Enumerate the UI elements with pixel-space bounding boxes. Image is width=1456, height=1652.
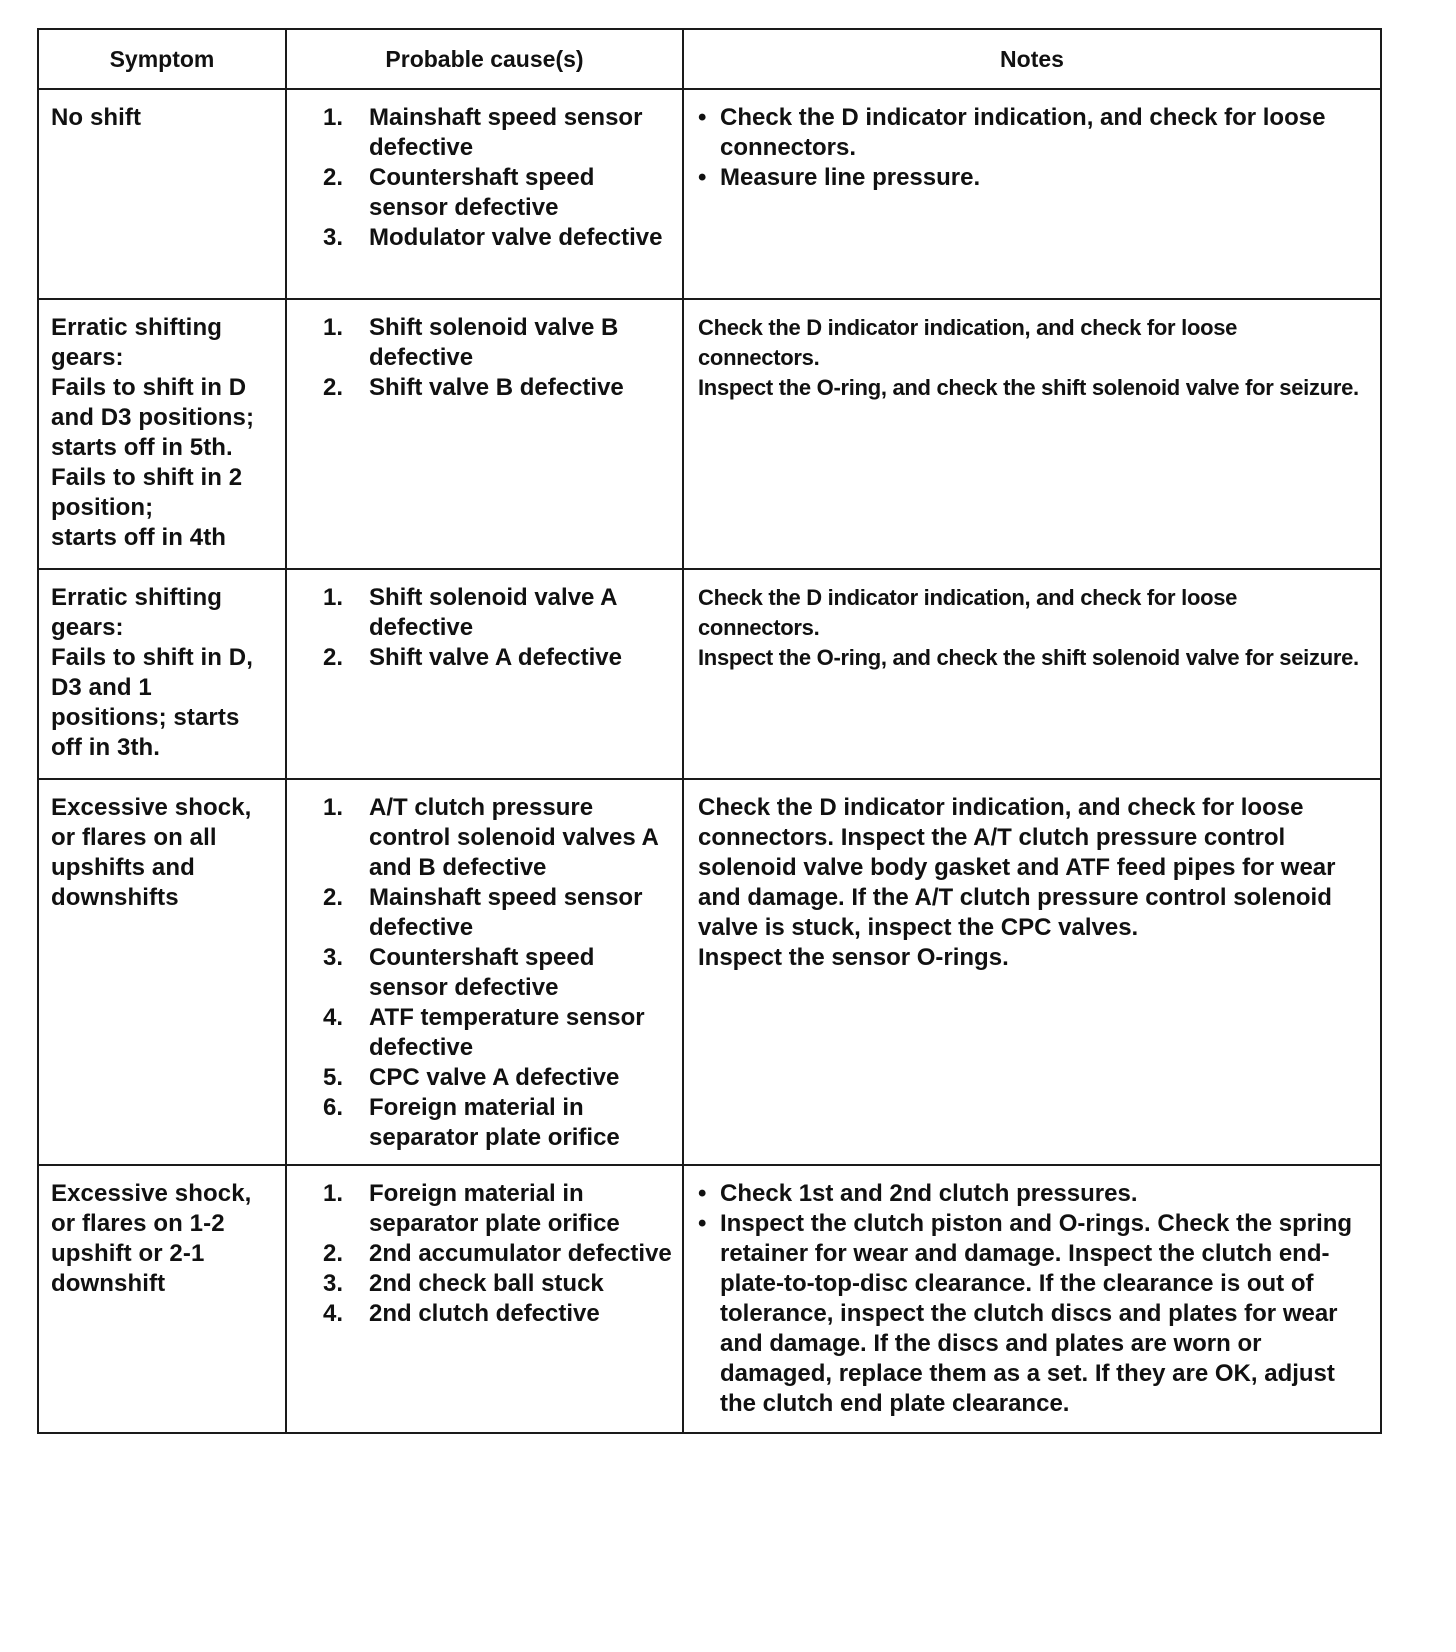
cause-number: 2. [323,884,344,911]
cause-item [323,1239,672,1269]
notes-bullet-list [698,103,1362,193]
notes-bullet-item [698,1209,1362,1419]
cause-item [323,313,672,373]
table-header-row [38,29,1381,89]
cause-list [287,300,682,413]
cause-text: Modulator valve defective [369,224,663,251]
notes-bullet-list [698,1179,1362,1419]
cause-text: Foreign material in separator plate orifice [369,1094,620,1151]
cause-number: 1. [323,1180,344,1207]
cause-number: 6. [323,1094,344,1121]
cause-item [323,1269,672,1299]
symptom-cell [38,299,286,569]
symptom-line: Fails to shift in D and D3 positions; starts off in 5th. [51,374,255,461]
note-line: Check the D indicator indication, and check for loose connectors. Inspect the A/T clutch pressure control solenoid valve body gasket and ATF feed pipes for wear and damage. If the A/T clutch pressure control solenoid valve is stuck, inspect the CPC valves. [698,794,1336,941]
cause-item [323,163,672,223]
symptom-cell [38,89,286,299]
cause-text: 2nd check ball stuck [369,1270,604,1297]
cause-text: Shift solenoid valve B defective [369,314,619,371]
table-row [38,89,1381,299]
cause-item [323,883,672,943]
cause-text: Countershaft speed sensor defective [369,944,595,1001]
header-notes: Notes [683,29,1381,89]
notes-bullet-item [698,1179,1362,1209]
causes-cell [286,89,683,299]
notes-cell [683,569,1381,779]
notes-cell [683,299,1381,569]
note-text: Measure line pressure. [720,164,981,191]
troubleshooting-table [37,28,1382,1434]
cause-text: Foreign material in separator plate orifice [369,1180,620,1237]
cause-item [323,223,672,253]
table-row [38,1165,1381,1433]
note-line: Inspect the sensor O-rings. [698,944,1009,971]
symptom-line: Fails to shift in D, D3 and 1 positions; starts off in 3th. [51,644,254,761]
note-text: Check the D indicator indication, and check for loose connectors. [720,104,1326,161]
symptom-line: No shift [51,104,142,131]
note-text: Inspect the clutch piston and O-rings. Check the spring retainer for wear and damage. Inspect the clutch end-plate-to-top-disc clearance. If the clearance is out of tolerance, inspect the clutch discs and plates for wear and damage. If the discs and plates are worn or damaged, replace them as a set. If they are OK, adjust the clutch end plate clearance. [720,1210,1353,1417]
header-probable-causes: Probable cause(s) [286,29,683,89]
notes-cell [683,779,1381,1165]
cause-number: 2. [323,1240,344,1267]
note-text: Check 1st and 2nd clutch pressures. [720,1180,1138,1207]
bullet-icon: • [698,1210,707,1237]
symptom-line: Erratic shifting gears: [51,314,222,371]
notes-bullet-item [698,103,1362,163]
cause-number: 3. [323,1270,344,1297]
bullet-icon: • [698,164,707,191]
header-symptom: Symptom [38,29,286,89]
cause-list [287,90,682,263]
cause-item [323,583,672,643]
cause-number: 2. [323,374,344,401]
notes-cell [683,89,1381,299]
cause-item [323,103,672,163]
cause-text: Countershaft speed sensor defective [369,164,595,221]
cause-item [323,643,672,673]
causes-cell [286,1165,683,1433]
cause-text: Shift valve A defective [369,644,622,671]
cause-number: 1. [323,314,344,341]
cause-number: 3. [323,944,344,971]
symptom-line: starts off in 4th [51,524,227,551]
cause-number: 1. [323,584,344,611]
cause-number: 1. [323,794,344,821]
cause-item [323,1299,672,1329]
cause-list [287,1166,682,1339]
cause-number: 4. [323,1300,344,1327]
note-line: Check the D indicator indication, and check for loose connectors. [698,585,1238,640]
cause-list [287,780,682,1163]
note-line: Inspect the O-ring, and check the shift solenoid valve for seizure. [698,645,1359,670]
symptom-line: Erratic shifting gears: [51,584,222,641]
table-row [38,779,1381,1165]
bullet-icon: • [698,1180,707,1207]
note-line: Check the D indicator indication, and check for loose connectors. [698,315,1238,370]
symptom-cell [38,569,286,779]
symptom-cell [38,1165,286,1433]
cause-item [323,1179,672,1239]
cause-text: Mainshaft speed sensor defective [369,884,643,941]
cause-text: 2nd accumulator defective [369,1240,672,1267]
causes-cell [286,779,683,1165]
cause-text: CPC valve A defective [369,1064,620,1091]
symptom-cell [38,779,286,1165]
cause-number: 2. [323,644,344,671]
table-row [38,299,1381,569]
cause-number: 1. [323,104,344,131]
note-line: Inspect the O-ring, and check the shift solenoid valve for seizure. [698,375,1359,400]
notes-bullet-item [698,163,1362,193]
causes-cell [286,299,683,569]
cause-text: A/T clutch pressure control solenoid valves A and B defective [369,794,658,881]
cause-text: Shift valve B defective [369,374,624,401]
cause-item [323,1063,672,1093]
table-row [38,569,1381,779]
symptom-line: Excessive shock, or flares on 1-2 upshift or 2-1 downshift [51,1180,252,1297]
symptom-line: Excessive shock, or flares on all upshifts and downshifts [51,794,252,911]
cause-number: 4. [323,1004,344,1031]
cause-text: Mainshaft speed sensor defective [369,104,643,161]
cause-text: Shift solenoid valve A defective [369,584,617,641]
cause-number: 2. [323,164,344,191]
cause-item [323,1093,672,1153]
cause-text: ATF temperature sensor defective [369,1004,645,1061]
cause-text: 2nd clutch defective [369,1300,600,1327]
cause-item [323,943,672,1003]
causes-cell [286,569,683,779]
cause-item [323,373,672,403]
bullet-icon: • [698,104,707,131]
cause-number: 3. [323,224,344,251]
cause-number: 5. [323,1064,344,1091]
cause-item [323,1003,672,1063]
notes-cell [683,1165,1381,1433]
symptom-line: Fails to shift in 2 position; [51,464,243,521]
cause-item [323,793,672,883]
cause-list [287,570,682,683]
